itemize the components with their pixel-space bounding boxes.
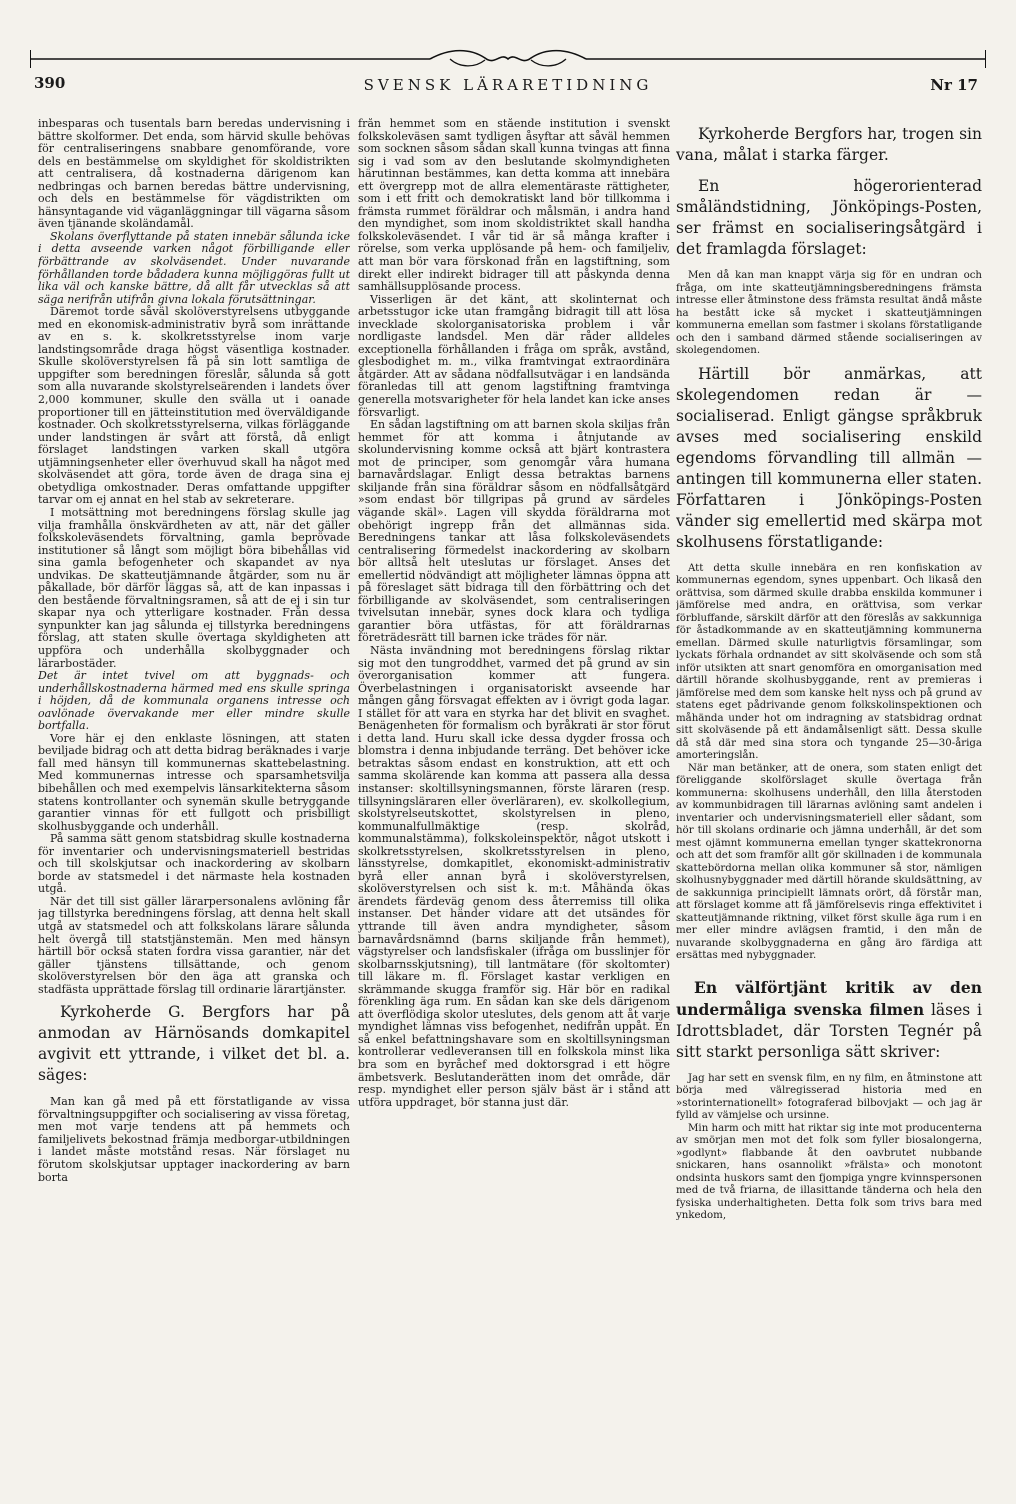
paragraph: inbesparas och tusentals barn beredas undervisning i bättre skolformer. Det enda, som härvid skulle behövas för centraliseringens snabbare genomförande, vore dels en bestämmelse om skyldighet för skoldistrikten att centralisera, då kostnaderna därigenom kan nedbringas och barnen beredas bättre undervisning, och dels en bestämmelse för vägdistrikten om hänsyntagande vid väganläggningar till vägarna såsom även tjänande skoländamål.	[38, 118, 350, 231]
quote-paragraph: Att detta skulle innebära en ren konfiskation av kommunernas egendom, synes uppenbart. Och likaså den orättvisa, som därmed skulle drabba enskilda kommuner i jämförelse med andra, en orättvisa, som verkar förbluffande, särskilt därför att den föreslås av sakkunniga för åstadkommande av en skatteutjämning kommunerna emellan. Därmed skulle naturligtvis församlingar, som lyckats förhala ordnandet av sitt skolväsende och som stå inför utsikten att snart genomföra en omorganisation med därtill hörande skolhusbyggande, rent av premieras i jämförelse med dem som kanske helt nyss och på grund av statens eget pådrivande genom folkskolinspektionen och måhända under hot om indragning av statsbidrag ordnat sitt skolväsende på ett ändamålsenligt sätt. Dessa skulle då stå där med sina stora och tyngande 25—30-åriga amorteringslån.	[676, 562, 982, 761]
lead-paragraph: Härtill bör anmärkas, att skolegendomen redan är — socialiserad. Enligt gängse språkbruk avses med socialisering enskild egendoms förvandling till allmän — antingen till kommunerna eller staten. Författaren i Jönköpings-Posten vänder sig emellertid med skärpa mot skolhusens förstatligande:	[676, 364, 982, 551]
italic-text: Det är intet tvivel om att byggnads- och underhållskostnaderna härmed med ens skulle springa i höjden, då de kommunala organens intresse och oavlönade övervakande mer eller mindre skulle bortfalla.	[38, 669, 350, 733]
paragraph: Nästa invändning mot beredningens förslag riktar sig mot den tungroddhet, varmed det på grund av sin överorganisation kommer att fungera. Överbelastningen i organisatoriskt avseende har mången gång försvagat effekten av i övrigt goda lagar. I stället för att vara en styrka har det blivit en svaghet. Benägenheten för formalism och byråkrati är stor förut i detta land. Huru skall icke dessa dygder frossa och blomstra i denna inbjudande terräng. Det behöver icke betraktas såsom endast en konstruktion, att ett och samma skolärende kan komma att passera alla dessa instanser: skoltillsyningsmannen, förste läraren (resp. tillsyningsläraren eller överläraren), ev. skolkollegium, skolstyrelseutskottet, skolstyrelsen in pleno, kommunalfullmäktige (resp. skolråd, kommunalstämma), folkskoleinspektör, något utskott i skolkretsstyrelsen, skolkretsstyrelsen in pleno, länsstyrelse, domkapitlet, ekonomiskt-administrativ byrå eller annan byrå i skolöverstyrelsen, skolöverstyrelsen och sist k. m:t. Måhända ökas ärendets färdeväg genom dess återremiss till olika instanser. Det händer vidare att det utsändes för yttrande till även andra myndigheter, såsom barnavårdsnämnd (barns skiljande från hemmet), vägstyrelser och landsfiskaler (ifråga om busslinjer för skolbarnsskjutsning), till lantmätare (för skoltomter) till läkare m. fl. Förslaget kastar verkligen en skrämmande skugga framför sig. Här bör en radikal förenkling äga rum. En sådan kan ske dels därigenom att överflödiga skolor uteslutes, dels genom att åt varje myndighet lämnas viss befogenhet, nedifrån uppåt. En så enkel befattningshavare som en skoltillsyningsman kontrollerar vedleveransen till en folkskola minst lika bra som en byråchef med doktorsgrad i ett högre ämbetsverk. Beslutanderätten inom det område, där resp. myndighet eller person själv bäst är i stånd att utföra uppdraget, bör stanna just där.	[358, 643, 670, 1109]
lead-paragraph: Kyrkoherde G. Bergfors har på anmodan av Härnösands domkapitel avgivit ett yttrande, i vilket det bl. a. säges:	[38, 1003, 350, 1085]
paragraph-italic	[38, 231, 350, 306]
lead-paragraph: En högerorienterad småländstidning, Jönköpings-Posten, ser främst en socialiseringsåtgärd i det framlagda förslaget:	[676, 177, 982, 258]
page-number: 390	[34, 74, 66, 92]
column-left	[38, 118, 350, 1498]
quote-paragraph: Min harm och mitt hat riktar sig inte mot producenterna av smörjan men mot det folk som fyller biosalongerna, »godlynt» flabbande åt den oavbrutet nubbande snickaren, hans osannolikt »frälsta» och monotont ondsinta huskors samt den fjompiga yngre kvinnspersonen med de två friarna, de illasittande tänderna och hela den fysiska underhaltigheten. Detta folk som trivs bara med ynkedom,	[676, 1122, 982, 1221]
header-ornament	[30, 46, 986, 72]
journal-title: SVENSK LÄRARETIDNING	[363, 76, 653, 94]
paragraph: En sådan lagstiftning om att barnen skola skiljas från hemmet för att komma i åtnjutande av skolundervisning komme också att bjärt kontrastera mot de principer, som genomgår våra humana barnavårdslagar. Enligt dessa betraktas barnens skiljande från sina föräldrar såsom en nödfallsåtgärd »som endast bör tillgripas på grund av särdeles vägande skäl». Lagen vill skydda föräldrarna mot obehörigt ingrepp från det allmännas sida. Beredningens tankar att låsa folkskoleväsendets centralisering förmedelst inackordering av skolbarn bör alltså helt uteslutas ur förslaget. Anses det emellertid nödvändigt att möjligheter lämnas öppna att på föreslaget sätt bidraga till den förbättring och det förbilligande av skolväsendet, som centraliseringen tvivelsutan innebär, synes dock klara och tydliga garantier böra utfästas, för att föräldrarnas företrädesrätt till barnen icke trädes för när.	[358, 418, 670, 645]
quote-paragraph: När man betänker, att de onera, som staten enligt det föreliggande skolförslaget skulle övertaga från kommunerna: skolhusens underhåll, den lilla återstoden av kommunbidragen till lärarnas avlöning samt andelen i inventarier och undervisningsmateriell eller sådant, som hör till skolans ordinarie och jämna underhåll, är det som mest ojämnt kommunerna emellan tynger skattekronorna och att det som framför allt gör skillnaden i de kommunala skattebördorna mellan olika kommuner så stor, nämligen skolhusnybyggnader med därtill hörande skuldsättning, av de sakkunniga principiellt lämnats orört, då förstår man, att förslaget komme att få jämförelsevis ringa effektivitet i skatteutjämnande riktning, vilket först skulle äga rum i en mer eller mindre avlägsen framtid, i den mån de nuvarande skolbyggnaderna en gång äro färdiga att ersättas med nybyggnader.	[676, 762, 982, 961]
paragraph: I motsättning mot beredningens förslag skulle jag vilja framhålla önskvärdheten av att, när det gäller folkskoleväsendets förvaltning, gamla beprövade institutioner så långt som möjligt böra bibehållas vid sina gamla befogenheter och skapandet av nya undvikas. De skatteutjämnande åtgärder, som nu är påkallade, bör därför läggas så, att de kan inpassas i den bestående förvaltningsramen, så att de ej i sin tur skapar nya och ytterligare kostnader. Från dessa synpunkter kan jag sålunda ej tillstyrka beredningens förslag, att staten skulle övertaga skyldigheten att uppföra och underhålla skolbyggnader och lärarbostäder.	[38, 505, 350, 670]
headline-bold: En välförtjänt kritik av den undermåliga svenska filmen	[676, 977, 982, 1019]
column-middle	[358, 118, 670, 1498]
italic-text: Skolans överflyttande på staten innebär sålunda icke i detta avseende varken något förbilligande eller förbättrande av skolväsendet. Under nuvarande förhållanden torde bådadera kunna möjliggöras fullt ut lika väl och kanske bättre, då allt får utvecklas så att säga nerifrån utifrån givna lokala förutsättningar.	[38, 229, 350, 306]
paragraph: Däremot torde såväl skolöverstyrelsens utbyggande med en ekonomisk-administrativ byrå som inrättande av en s. k. skolkretsstyrelse inom varje landstingsområde draga högst väsentliga kostnader. Skulle skolöverstyrelsen få på sin lott samtliga de uppgifter som beredningen föreslår, sålunda så gott som alla nuvarande skolstyrelseärenden i landets över 2,000 kommuner, skulle den svälla ut i oanade proportioner till en jätteinstitution med överväldigande kostnader. Och skolkretsstyrelserna, vilkas förläggande under landstingen är svårt att förstå, då enligt förslaget landstingen varken skall utgöra utjämningsenheter eller överhuvud skall ha något med skolväsendet att göra, torde även de draga sina ej obetydliga omkostnader. Deras omfattande uppgifter tarvar om ej annat en hel stab av sekreterare.	[38, 305, 350, 507]
issue-label: Nr 17	[930, 76, 978, 94]
headline-rest: läses i Idrottsbladet, där Torsten Tegnér på sitt starkt personliga sätt skriver:	[676, 1000, 982, 1061]
quote-paragraph: Men då kan man knappt värja sig för en undran och fråga, om inte skatteutjämningsberedningens främsta intresse eller åtminstone dess främsta resultat ändå måste ha bestått icke så mycket i skatteutjämningen kommunerna emellan som fastmer i skolans förstatligande och den i samband därmed stående socialiseringen av skolegendomen.	[676, 270, 982, 356]
paragraph: Visserligen är det känt, att skolinternat och arbetsstugor icke utan framgång bidragit till att lösa invecklade skolorganisatoriska problem i vår nordligaste landsdel. Men där råder alldeles exceptionella förhållanden i fråga om språk, avstånd, glesbodighet m. m., vilka framtvingat extraordinära åtgärder. Att av sådana nödfallsutvägar i en landsända föranledas till att genom lagstiftning framtvinga generella motsvarigheter för hela landet kan icke anses försvarligt.	[358, 292, 670, 419]
paragraph: från hemmet som en stående institution i svenskt folkskoleväsen samt tydligen åsyftar att såväl hemmen som socknen såsom sådan skall kunna tvingas att finna sig i vad som av den beslutande skolmyndigheten härutinnan bestämmes, kan detta komma att innebära ett övergrepp mot de allra elementäraste rättigheter, som i ett fritt och demokratiskt land bör tillkomma i främsta rummet föräldrar och målsmän, i andra hand den myndighet, som inom skoldistriktet skall handha folkskoleväsendet. I vår tid är så många krafter i rörelse, som verka upplösande på hem- och familjeliv, att man bör vara förskonad från en lagstiftning, som direkt eller indirekt bidrager till att påskynda denna samhällsupplösande process.	[358, 118, 670, 294]
paragraph-italic	[38, 670, 350, 733]
column-right	[676, 118, 982, 1498]
quote-paragraph: Man kan gå med på ett förstatligande av vissa förvaltningsuppgifter och socialisering av vissa företag, men mot varje tendens att på hemmets och familjelivets bekostnad främja medborgar-utbildningen i landet måste motstånd resas. När förslaget nu förutom skolskjutsar upptager inackordering av barn borta	[38, 1095, 350, 1184]
quote-paragraph: Jag har sett en svensk film, en ny film, en åtminstone att börja med välregisserad historia med en »storinternationellt» fotograferad bilbovjakt — och jag är fylld av vämjelse och ursinne.	[676, 1072, 982, 1121]
lead-paragraph: Kyrkoherde Bergfors har, trogen sin vana, målat i starka färger.	[676, 125, 982, 164]
paragraph: När det till sist gäller lärarpersonalens avlöning får jag tillstyrka beredningens förslag, att denna helt skall utgå av statsmedel och att folkskolans lärare sålunda helt övergå till statstjänstemän. Men med hänsyn härtill bör också staten fordra vissa garantier, när det gäller tjänstens tillsättande, och genom skolöverstyrelsen bör den äga att granska och stadfästa upprättade förslag till ordinarie lärartjänster.	[38, 894, 350, 996]
paragraph: Vore här ej den enklaste lösningen, att staten beviljade bidrag och att detta bidrag beräknades i varje fall med hänsyn till kommunernas skattebelastning. Med kommunernas intresse och sparsamhetsvilja bibehållen och med exempelvis länsarkitekterna såsom statens kontrollanter och synemän skulle betryggande garantier vinnas för ett fullgott och prisbilligt skolhusbyggande och underhåll.	[38, 731, 350, 833]
paragraph: På samma sätt genom statsbidrag skulle kostnaderna för inventarier och undervisningsmateriell bestridas och till skolskjutsar och inackordering av skolbarn borde av statsmedel i det närmaste hela kostnaden utgå.	[38, 832, 350, 896]
section-headline	[676, 977, 982, 1063]
